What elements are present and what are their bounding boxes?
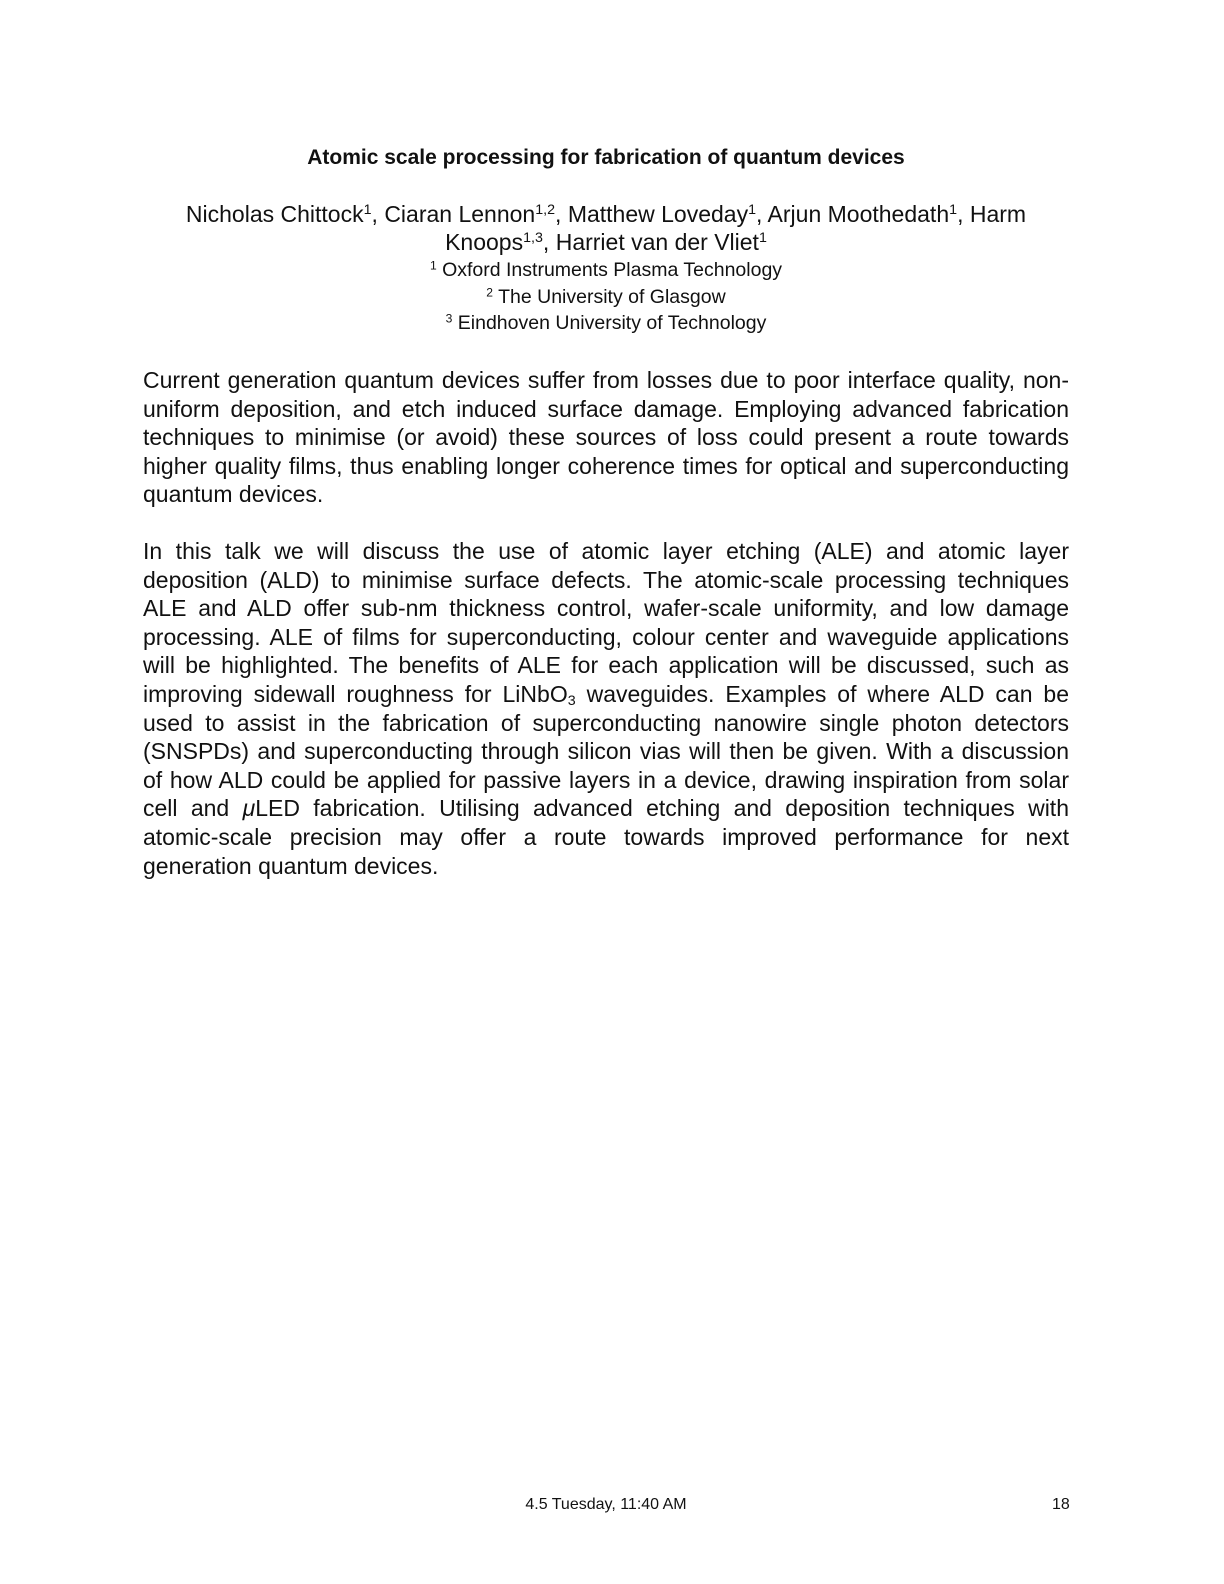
paper-title: Atomic scale processing for fabrication of quantum devices xyxy=(307,146,905,169)
chemical-formula: LiNbO$_3$ xyxy=(502,680,576,709)
mu-symbol: μ xyxy=(242,795,256,822)
author: Matthew Loveday$^1$, xyxy=(567,201,768,227)
abstract-paragraph-1: Current generation quantum devices suffer from losses due to poor interface quality, non-uniform deposition, and etch induced surface damage. Employing advanced fabrication techniques to minimise (or avoid) these sources of loss could present a route towards higher quality films, thus enabling longer coherence times for optical and superconducting quantum devices. xyxy=(143,367,1069,508)
author: Harm Knoops$^{1,3}$, xyxy=(445,201,1027,255)
author-list xyxy=(160,200,1052,256)
author: Nicholas Chittock$^1$, xyxy=(185,201,385,227)
affiliation: $^3$ Eindhoven University of Technology xyxy=(445,311,767,334)
footer-session: 4.5 Tuesday, 11:40 AM xyxy=(525,1496,687,1513)
affiliation: $^1$ Oxford Instruments Plasma Technology xyxy=(429,258,783,281)
author: Ciaran Lennon$^{1,2}$, xyxy=(384,201,568,227)
affiliation: $^2$ The University of Glasgow xyxy=(486,284,726,308)
abstract-paragraph-2: In this talk we will discuss the use of atomic layer etching (ALE) and atomic layer deposition (ALD) to minimise surface defects. The atomic-scale processing techniques ALE and ALD offer sub-nm thickness control, wafer-scale uniformity, and low damage processing. ALE of films for superconducting, colour center and waveguide applications will be highlighted. The benefits of ALE for each application will be discussed, such as improving sidewall roughness for LiNbO$_3$ waveguides. Examples of where ALD can be used to assist in the fabrication of superconducting nanowire single photon detectors (SNSPDs) and superconducting through silicon vias will then be given. With a discussion of how ALD could be applied for passive layers in a device, drawing inspiration from solar cell and μLED fabrication. Utilising advanced etching and deposition techniques with atomic-scale precision may offer a route towards improved performance for next generation quantum devices. xyxy=(143,538,1070,879)
author: Arjun Moothedath$^1$, xyxy=(767,201,970,227)
affiliation-list xyxy=(0,257,1212,337)
page-number: 18 xyxy=(1052,1496,1070,1513)
author: Harriet van der Vliet$^1$ xyxy=(555,229,767,255)
